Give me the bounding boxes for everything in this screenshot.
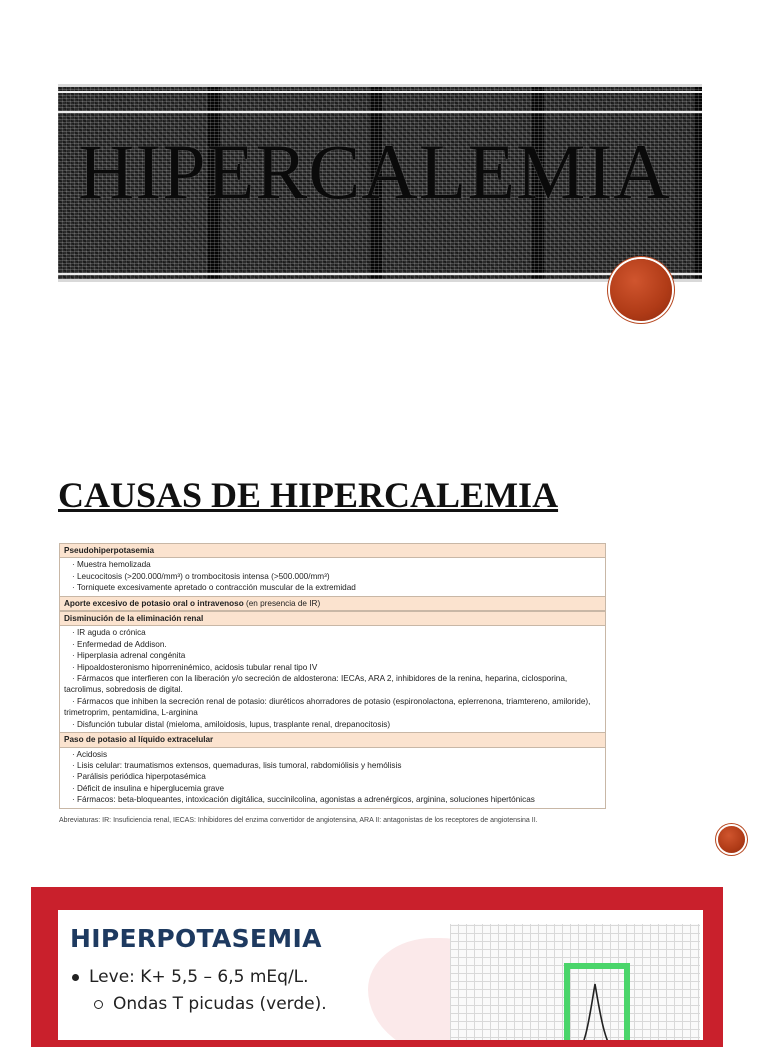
section-items — [60, 558, 605, 595]
causes-title: CAUSAS DE HIPERCALEMIA — [58, 475, 559, 515]
circle-bullet-icon — [94, 1000, 103, 1009]
section-heading-text: Aporte excesivo de potasio oral o intravenoso — [64, 598, 244, 608]
cause-item: · Fármacos que inhiben la secreción renal de potasio: diuréticos ahorradores de potasio (espironolactona, eplerrenona, triamtereno, amiloride), trimetroprim, pentamidina, L-arginina — [64, 696, 591, 718]
cause-item: · Muestra hemolizada — [72, 560, 151, 570]
t-wave-highlight — [567, 966, 627, 1040]
abbreviations-note: Abreviaturas: IR: Insuficiencia renal, IECAS: Inhibidores del enzima convertidor de angiotensina, ARA II: antagonistas de los receptores de angiotensina II. — [59, 817, 538, 824]
hyperkalemia-title: HIPERPOTASEMIA — [70, 924, 322, 953]
cause-item: · Acidosis — [72, 749, 108, 759]
section-heading — [60, 596, 605, 611]
sub-item-text: Ondas T picudas (verde). — [113, 994, 327, 1014]
hyperkalemia-card — [58, 910, 703, 1040]
cause-item: · Parálisis periódica hiperpotasémica — [72, 772, 206, 782]
accent-circle-icon — [610, 259, 672, 321]
list-sub-item — [72, 991, 327, 1018]
section-heading-text: Pseudohiperpotasemia — [64, 546, 155, 555]
accent-circle-small-icon — [718, 826, 745, 853]
section-note: (en presencia de IR) — [246, 598, 321, 608]
section-heading — [60, 611, 605, 626]
cause-item: · Hiperplasia adrenal congénita — [72, 651, 186, 661]
bullet-icon — [72, 974, 79, 981]
level-text: : K+ 5,5 – 6,5 mEq/L. — [129, 967, 309, 987]
causes-table — [59, 543, 606, 809]
banner-rule-bottom — [58, 273, 702, 275]
banner-rule-upper — [58, 111, 702, 113]
cause-item: · Lisis celular: traumatismos extensos, quemaduras, lisis tumoral, rabdomiólisis y hemólisis — [72, 760, 402, 770]
banner-rule-top — [58, 91, 702, 93]
section-heading — [60, 544, 605, 558]
t-wave-trace — [575, 984, 618, 1040]
section-items — [60, 748, 605, 808]
cause-item: · Déficit de insulina e hiperglucemia grave — [72, 783, 225, 793]
cause-item: · Torniquete excesivamente apretado o contracción muscular de la extremidad — [72, 583, 356, 593]
section-heading-text: Paso de potasio al líquido extracelular — [64, 735, 214, 745]
title-banner — [58, 84, 702, 282]
hyperkalemia-list — [72, 964, 327, 1018]
cause-item: · Enfermedad de Addison. — [72, 639, 167, 649]
cause-item: · Fármacos: beta-bloqueantes, intoxicación digitálica, succinilcolina, agonistas a adrenérgicos, arginina, soluciones hipertónicas — [72, 795, 535, 805]
slide-title: HIPERCALEMIA — [78, 128, 671, 215]
list-item — [72, 964, 327, 991]
cause-item: · Disfunción tubular distal (mieloma, amiloidosis, lupus, trasplante renal, drepanocitosis) — [72, 719, 391, 729]
section-heading-text: Disminución de la eliminación renal — [64, 614, 204, 624]
section-heading — [60, 732, 605, 747]
cause-item: · IR aguda o crónica — [72, 628, 146, 638]
ecg-trace-icon — [450, 924, 700, 1040]
cause-item: · Fármacos que interfieren con la liberación y/o secreción de aldosterona: IECAs, ARA 2, inhibidores de la renina, heparina, ciclosporina, tacrolimus, sobredosis de digital. — [64, 674, 568, 695]
section-items — [60, 626, 605, 732]
cause-item: · Leucocitosis (>200.000/mm³) o trombocitosis intensa (>500.000/mm³) — [72, 571, 330, 581]
cause-item: · Hipoaldosteronismo hiporreninémico, acidosis tubular renal tipo IV — [72, 662, 318, 672]
level-label: Leve — [89, 967, 130, 987]
